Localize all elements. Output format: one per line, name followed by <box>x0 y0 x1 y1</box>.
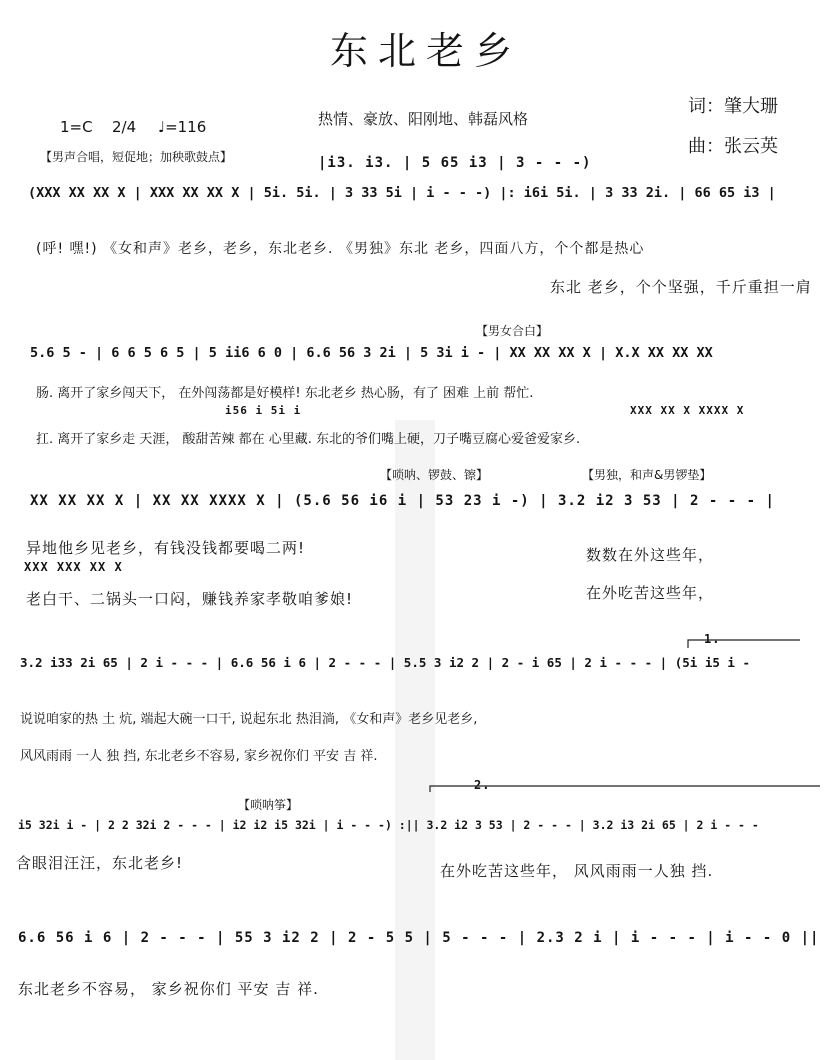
small-x-row-2: XXX XX X XXXX X <box>630 404 745 417</box>
notation-row-1: (XXX XX XX X | XXX XX XX X | 5i. 5i. | 3 33 5i | i - - -) |: i6i 5i. | 3 33 2i. | 66 65 i3 | <box>28 185 776 201</box>
notation-row-4: 3.2 i33 2i 65 | 2 i - - - | 6.6 56 i 6 | 2 - - - | 5.5 3 i2 2 | 2 - i 65 | 2 i - - - | (5i i5 i - <box>20 655 750 670</box>
lyricist-credit: 词：肇大珊 <box>688 96 778 117</box>
solo-instruction: 【男独，和声&男锣垫】 <box>582 468 712 482</box>
lyric-row-3b: 老白干、二锅头一口闷，赚钱养家孝敬咱爹娘! <box>26 590 354 608</box>
volta-2-line <box>430 786 820 792</box>
volta-1-line <box>688 640 800 648</box>
small-notes-row-2: i56 i 5i i <box>225 404 302 417</box>
lyric-row-1b: 东北 老乡，个个坚强，千斤重担一肩 <box>550 278 812 296</box>
volta-1: 1. <box>704 632 721 646</box>
notation-row-6: 6.6 56 i 6 | 2 - - - | 55 3 i2 2 | 2 - 5 5 | 5 - - - | 2.3 2 i | i - - - | i - - 0 || <box>18 930 820 946</box>
small-x-row-3: XXX XXX XX X <box>24 560 123 574</box>
lyric-row-3d: 在外吃苦这些年， <box>586 584 715 602</box>
notation-row-5: i5 32i i - | 2 2 32i 2 - - - | i2 i2 i5 32i | i - - -) :|| 3.2 i2 3 53 | 2 - - - | 3.2 i3 2i 65 | 2 i - - - <box>18 818 759 832</box>
lyric-row-3a: 异地他乡见老乡，有钱没钱都要喝二两! <box>26 539 306 557</box>
suona-instruction: 【唢呐、锣鼓、镲】 <box>380 468 489 482</box>
lyric-row-2b: 扛. 离开了家乡走 天涯， 酸甜苦辣 都在 心里藏. 东北的爷们嘴上硬，刀子嘴豆腐心爱爸爱家乡. <box>36 432 581 447</box>
notation-row-3: XX XX XX X | XX XX XXXX X | (5.6 56 i6 i | 53 23 i -) | 3.2 i2 3 53 | 2 - - - | <box>30 493 775 509</box>
suona-zheng-instruction: 【唢呐筝】 <box>238 798 299 812</box>
lyric-row-4b: 风风雨雨 一人 独 挡, 东北老乡不容易, 家乡祝你们 平安 吉 祥. <box>20 749 378 764</box>
song-title: 东北老乡 <box>330 29 523 73</box>
lyric-row-2a: 肠. 离开了家乡闯天下， 在外闯荡都是好模样! 东北老乡 热心肠，有了 困难 上前 帮忙. <box>36 386 534 401</box>
tempo-marking: ♩=116 <box>158 118 207 136</box>
notation-row-2: 5.6 5 - | 6 6 5 6 5 | 5 ii6 6 0 | 6.6 56 3 2i | 5 3i i - | XX XX XX X | X.X XX XX XX <box>30 345 713 361</box>
lyric-row-4a: 说说咱家的热 土 炕, 端起大碗一口干, 说起东北 热泪淌, 《女和声》老乡见老乡, <box>20 712 478 727</box>
composer-credit: 曲：张云英 <box>688 136 778 157</box>
notation-row-1-upper: |i3. i3. | 5 65 i3 | 3 - - -) <box>318 155 592 171</box>
lyric-row-5b: 在外吃苦这些年， 风风雨雨一人独 挡. <box>440 862 714 880</box>
duet-instruction: 【男女合白】 <box>476 324 549 338</box>
intro-instruction: 【男声合唱，短促地；加秧歌鼓点】 <box>40 150 233 164</box>
time-signature: 2/4 <box>112 118 137 136</box>
style-note: 热情、豪放、阳刚地、韩磊风格 <box>318 110 529 128</box>
lyric-row-1a: (呼! 嘿!) 《女和声》老乡，老乡，东北老乡. 《男独》东北 老乡，四面八方，个个都是热心 <box>36 241 645 257</box>
lyric-row-3c: 数数在外这些年， <box>586 546 715 564</box>
lyric-row-6: 东北老乡不容易， 家乡祝你们 平安 吉 祥. <box>18 980 319 998</box>
lyric-row-5a: 含眼泪汪汪，东北老乡! <box>16 854 184 872</box>
volta-2: 2. <box>474 778 491 792</box>
key-signature: 1=C <box>60 118 93 136</box>
